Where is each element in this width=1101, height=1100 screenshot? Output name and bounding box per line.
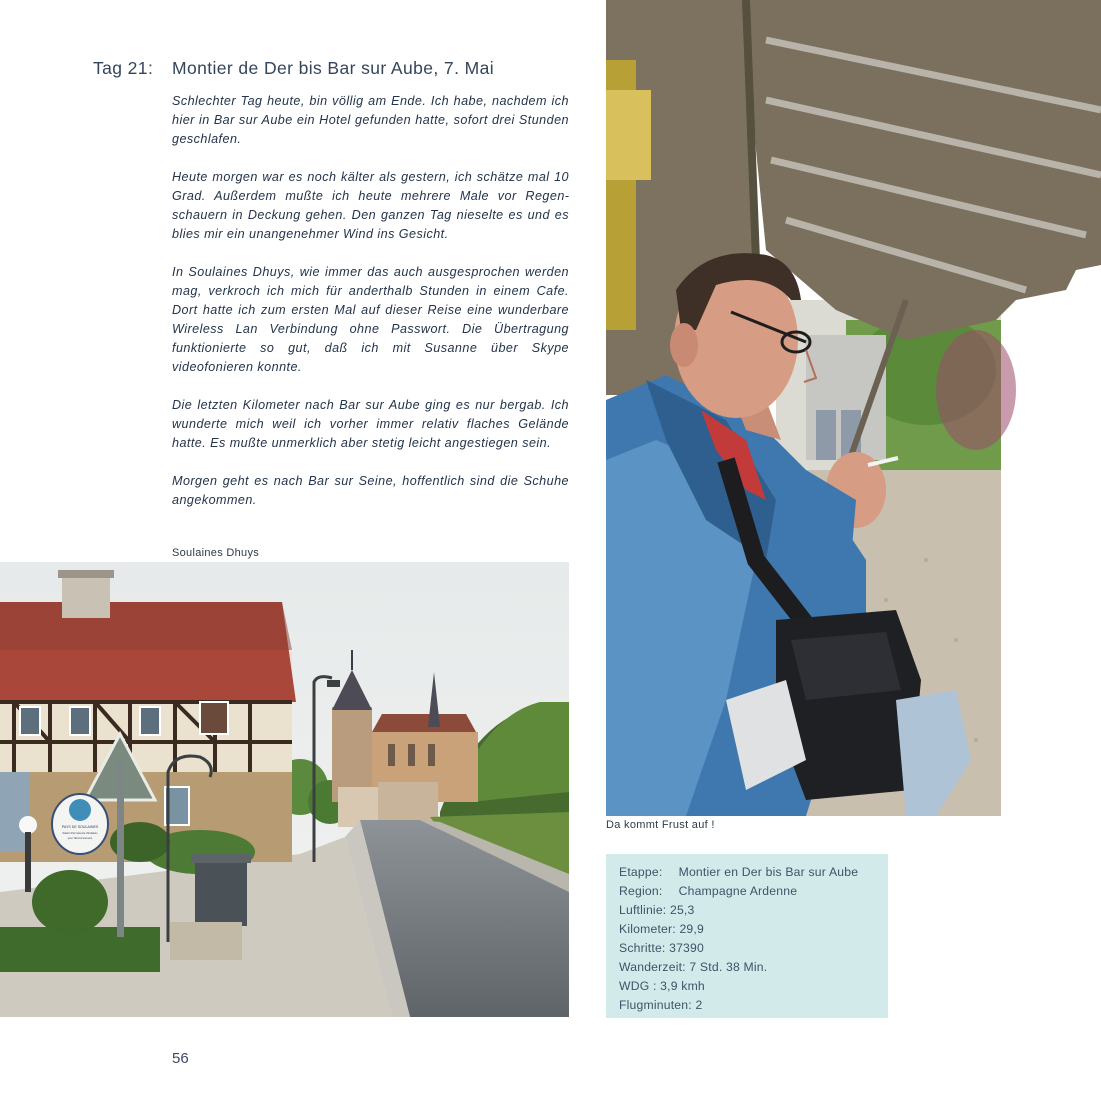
sign-text: pour l'Environnement <box>67 837 93 840</box>
info-row-kilometer: Kilometer: 29,9 <box>619 922 704 936</box>
page-heading <box>93 58 593 79</box>
village-photo <box>0 562 569 1017</box>
info-row-wanderzeit: Wanderzeit: 7 Std. 38 Min. <box>619 960 768 974</box>
etappe-label: Etappe: <box>619 865 663 879</box>
day-title: Montier de Der bis Bar sur Aube, 7. Mai <box>172 58 494 78</box>
stage-info-box <box>606 854 888 1018</box>
info-row-wdg: WDG : 3,9 kmh <box>619 979 705 993</box>
region-value: Champagne Ardenne <box>678 884 798 898</box>
region-label: Region: <box>619 884 663 898</box>
diary-text <box>172 92 569 529</box>
paragraph: In Soulaines Dhuys, wie immer das auch ausgesprochen werden mag, verkroch ich mich für anderthalb Stunden in einem Cafe. Dort hatte ich zum ersten Mal auf dieser Reise eine wunderbare Wireless Lan Verbindung ohne Passwort. Die Übertragung funktionierte so gut, daß ich mit Susanne über Skype videofonieren konnte. <box>172 265 569 374</box>
portrait-photo <box>606 0 1101 816</box>
portrait-illustration <box>606 0 1101 816</box>
info-row-region <box>619 882 888 901</box>
village-photo-caption: Soulaines Dhuys <box>172 547 260 559</box>
paragraph: Heute morgen war es noch kälter als gestern, ich schätze mal 10 Grad. Außerdem mußte ich heute mehrere Male vor Regenschauern in Deckung gehen. Den ganzen Tag nieselte es und es blies mir ein unangenehmer Wind ins Gesicht. <box>172 170 569 241</box>
page-number: 56 <box>172 1050 189 1067</box>
paragraph: Schlechter Tag heute, bin völlig am Ende. Ich habe, nachdem ich hier in Bar sur Aube ein Hotel gefunden hatte, sofort drei Stunden geschlafen. <box>172 94 569 146</box>
etappe-value: Montier en Der bis Bar sur Aube <box>678 865 859 879</box>
info-row-schritte: Schritte: 37390 <box>619 941 704 955</box>
portrait-photo-caption: Da kommt Frust auf ! <box>606 819 715 831</box>
sign-text: PAYS DE SOULAINES <box>61 825 99 829</box>
paragraph: Die letzten Kilometer nach Bar sur Aube ging es nur bergab. Ich wunderte mich weil ich vorher immer relativ flaches Gelände hatte. Es mußte unmerklich aber stetig leicht angestiegen sein. <box>172 398 569 450</box>
info-row-etappe <box>619 863 888 882</box>
info-row-luftlinie: Luftlinie: 25,3 <box>619 903 695 917</box>
village-illustration <box>0 562 569 1017</box>
paragraph: Morgen geht es nach Bar sur Seine, hoffentlich sind die Schuhe angekommen. <box>172 474 569 507</box>
day-number: Tag 21: <box>93 58 154 78</box>
info-row-flugminuten: Flugminuten: 2 <box>619 998 703 1012</box>
sign-text: Station Permanente d'Initiation <box>62 832 98 835</box>
